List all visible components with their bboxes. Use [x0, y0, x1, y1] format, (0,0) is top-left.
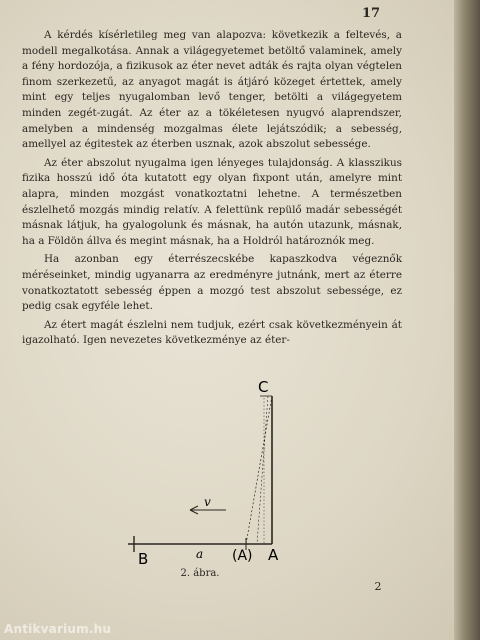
watermark: Antikvarium.hu [4, 622, 112, 636]
figure-caption: 2. ábra. [180, 568, 220, 579]
label-a-paren: (A) [232, 548, 253, 564]
figure-diagram [100, 368, 300, 568]
paragraph-3: Ha azonban egy éterrészecskébe kapaszkodva végeznők méréseinket, mindig ugyanarra az eredményre jutnánk, mert az éterre vonatkoztatott sebesség éppen a mozgó test abszolut sebessége, ez pedig csak egyféle lehet. [22, 253, 402, 313]
label-c: C [258, 378, 269, 396]
dashed-line-1 [246, 396, 272, 544]
footer-number: 2 [374, 580, 382, 593]
label-v: v [204, 495, 211, 509]
paragraph-4: Az étert magát észlelni nem tudjuk, ezért csak következményein át igazolható. Igen nevezetes következménye az éter- [22, 318, 402, 347]
dashed-line-2 [257, 396, 268, 544]
label-b: B [138, 550, 149, 568]
paragraph-2: Az éter abszolut nyugalma igen lényeges tulajdonság. A klasszikus fizika hosszú idő óta kutatott egy olyan fixpont után, amelyre mint alapra, minden mozgást vonatkoztatni lehetne. A természetben észlelhető mozgás mindig relatív. A felettünk repülő madár sebességét másnak látjuk, ha gyalogolunk és másnak, ha autón utazunk, másnak, ha a Földön állva és megint másnak, ha a Holdról határoznók meg. [22, 156, 402, 247]
page-number: 17 [361, 6, 381, 21]
book-edge [454, 0, 480, 640]
paragraph-1: A kérdés kísérletileg meg van alapozva: következik a feltevés, a modell megalkotása. Annak a világegyetemet betöltő valaminek, amely a fény hordozója, a fizikusok az éter nevet adták és rajta olyan végtelen finom szerkezetű, az anyagot magát is átjáró közeget értettek, amely mint egy teljes nyugalomban levő tenger, betölti a világegyetem minden zegét-zugát. Az éter az a tökéletesen nyugvó alaprendszer, amelyben a mindenség mozgalmas élete lejátszódik; a sebesség, amellyel az égitestek az éterben usznak, azok abszolut sebessége. [22, 29, 402, 151]
label-a: A [268, 546, 279, 564]
body-text [22, 28, 402, 352]
label-a-small: a [196, 547, 204, 561]
